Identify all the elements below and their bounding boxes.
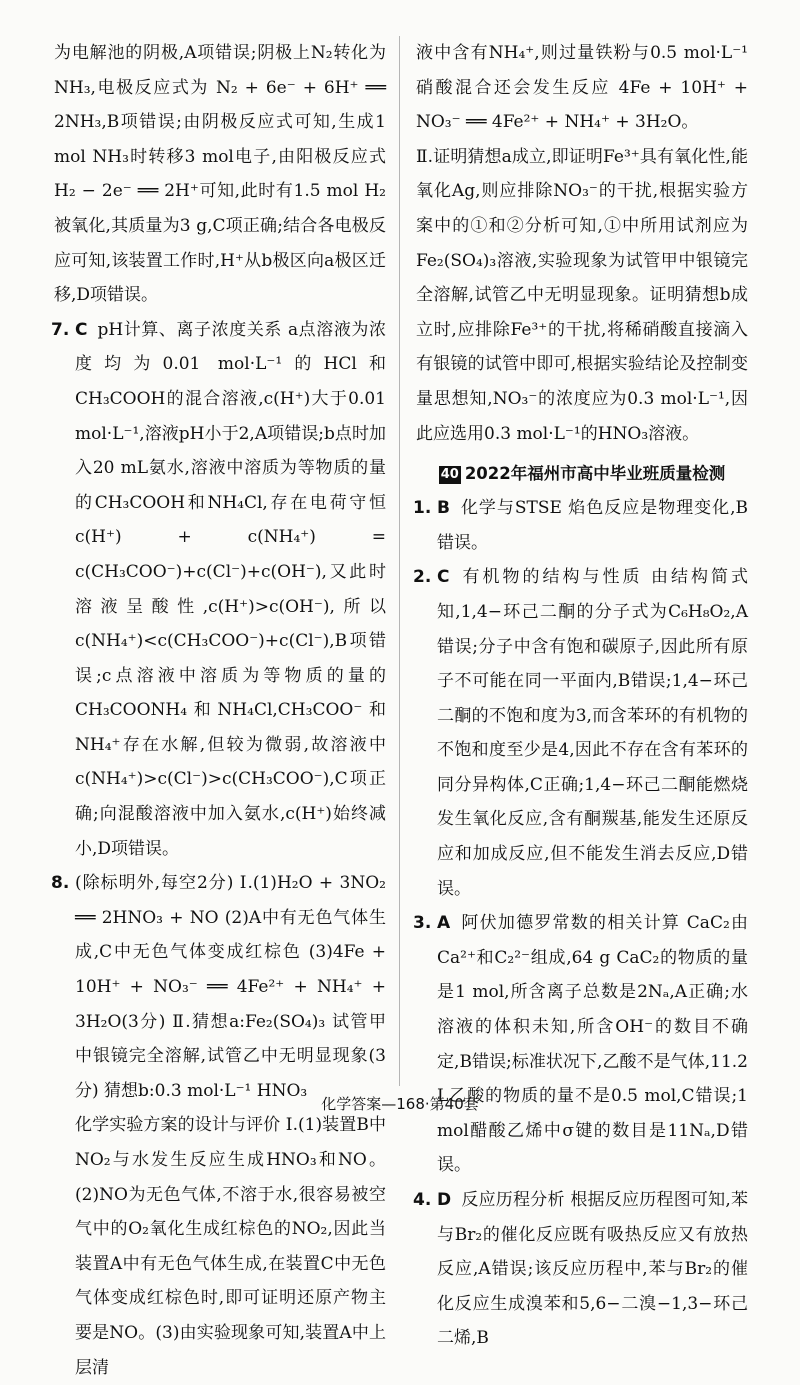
page-footer: 化学答案—168·第40套 <box>321 1095 479 1113</box>
question-explanation: 有机物的结构与性质 由结构简式知,1,4−环己二酮的分子式为C₆H₈O₂,A错误;分子中含有饱和碳原子,因此所有原子不可能在同一平面内,B错误;1,4−环己二酮的不饱和度为3,而含苯环的有机物的不饱和度至少是4,因此不存在含有苯环的同分异构体,C正确;1,4−环己二酮能燃烧发生氧化反应,含有酮羰基,能发生还原反应和加成反应,但不能发生消去反应,D错误。 <box>437 567 748 899</box>
carryover-paragraph: 液中含有NH₄⁺,则过量铁粉与0.5 mol·L⁻¹硝酸混合还会发生反应 4Fe + 10H⁺ + NO₃⁻ ══ 4Fe²⁺ + NH₄⁺ + 3H₂O。 <box>416 43 748 133</box>
carryover-paragraph: 为电解池的阴极,A项错误;阴极上N₂转化为NH₃,电极反应式为 N₂ + 6e⁻ + 6H⁺ ══ 2NH₃,B项错误;由阴极反应式可知,生成1 mol NH₃时转移3 mol电子,由阳极反应式H₂ − 2e⁻ ══ 2H⁺可知,此时有1.5 mol H₂被氧化,其质量为3 g,C项正确;结合各电极反应可知,该装置工作时,H⁺从b极区向a极区迁移,D项错误。 <box>54 43 386 306</box>
question-3 <box>413 906 748 1183</box>
right-column <box>413 36 748 1356</box>
part-ii-paragraph: Ⅱ.证明猜想a成立,即证明Fe³⁺具有氧化性,能氧化Ag,则应排除NO₃⁻的干扰,根据实验方案中的①和②分析可知,①中所用试剂应为Fe₂(SO₄)₃溶液,实验现象为试管甲中银镜完全溶解,试管乙中无明显现象。证明猜想b成立时,应排除Fe³⁺的干扰,将稀硝酸直接滴入有银镜的试管中即可,根据实验结论及控制变量思想知,NO₃⁻的浓度应为0.3 mol·L⁻¹,因此应选用0.3 mol·L⁻¹的HNO₃溶液。 <box>416 146 748 444</box>
question-8 <box>51 866 386 1108</box>
section-title: 2022年福州市高中毕业班质量检测 <box>464 464 726 484</box>
question-explanation: 化学与STSE 焰色反应是物理变化,B错误。 <box>437 498 748 553</box>
question-answers: (除标明外,每空2分) Ⅰ.(1)H₂O + 3NO₂ ══ 2HNO₃ + NO (2)A中有无色气体生成,C中无色气体变成红棕色 (3)4Fe + 10H⁺ + NO₃⁻ ══ 4Fe²⁺ + NH₄⁺ + 3H₂O(3分) Ⅱ.猜想a:Fe₂(SO₄)₃ 试管甲中银镜完全溶解,试管乙中无明显现象(3分) 猜想b:0.3 mol·L⁻¹ HNO₃ <box>75 873 386 1101</box>
question-explanation: 反应历程分析 根据反应历程图可知,苯与Br₂的催化反应既有吸热反应又有放热反应,A错误;该反应历程中,苯与Br₂的催化反应生成溴苯和5,6−二溴−1,3−环己二烯,B <box>437 1190 748 1349</box>
question-number: 1. <box>413 498 432 519</box>
section-number-badge: 40 <box>440 467 459 483</box>
answer-letter: B <box>437 498 450 519</box>
question-number: 4. <box>413 1190 432 1210</box>
question-number: 3. <box>413 913 432 934</box>
question-number: 7. <box>51 319 70 340</box>
question-explanation: pH计算、离子浓度关系 a点溶液为浓度均为0.01 mol·L⁻¹的HCl和CH₃COOH的混合溶液,c(H⁺)大于0.01 mol·L⁻¹,溶液pH小于2,A项错误;b点时加入20 mL氨水,溶液中溶质为等物质的量的CH₃COOH和NH₄Cl,存在电荷守恒 c(H⁺) + c(NH₄⁺) = c(CH₃COO⁻)+c(Cl⁻)+c(OH⁻),又此时溶液呈酸性,c(H⁺)>c(OH⁻),所以c(NH₄⁺)<c(CH₃COO⁻)+c(Cl⁻),B项错误;c点溶液中溶质为等物质的量的CH₃COONH₄和NH₄Cl,CH₃COO⁻和NH₄⁺存在水解,但较为微弱,故溶液中c(NH₄⁺)>c(Cl⁻)>c(CH₃COO⁻),C项正确;向混酸溶液中加入氨水,c(H⁺)始终减小,D项错误。 <box>75 319 386 859</box>
question-8-analysis: 化学实验方案的设计与评价 Ⅰ.(1)装置B中NO₂与水发生反应生成HNO₃和NO。(2)NO为无色气体,不溶于水,很容易被空气中的O₂氧化生成红棕色的NO₂,因此当装置A中有无色气体生成,在装置C中无色气体变成红棕色时,即可证明还原产物主要是NO。(3)由实验现象可知,装置A中上层清 <box>75 1115 386 1378</box>
question-explanation: 阿伏加德罗常数的相关计算 CaC₂由Ca²⁺和C₂²⁻组成,64 g CaC₂的物质的量是1 mol,所含离子总数是2Nₐ,A正确;水溶液的体积未知,所含OH⁻的数目不确定,B错误;标准状况下,乙酸不是气体,11.2 L乙酸的物质的量不是0.5 mol,C错误;1 mol醋酸乙烯中σ键的数目是11Nₐ,D错误。 <box>437 913 748 1176</box>
question-4 <box>413 1183 748 1356</box>
answer-letter: D <box>437 1190 452 1210</box>
question-7 <box>51 313 386 867</box>
answer-letter: C <box>75 319 88 340</box>
answer-letter: A <box>437 913 451 934</box>
question-2 <box>413 560 748 906</box>
section-heading <box>416 457 748 491</box>
left-column <box>51 36 386 1385</box>
question-1 <box>413 491 748 560</box>
question-number: 8. <box>51 873 70 894</box>
question-number: 2. <box>413 567 432 588</box>
answer-letter: C <box>437 567 450 588</box>
column-divider <box>399 36 400 1086</box>
